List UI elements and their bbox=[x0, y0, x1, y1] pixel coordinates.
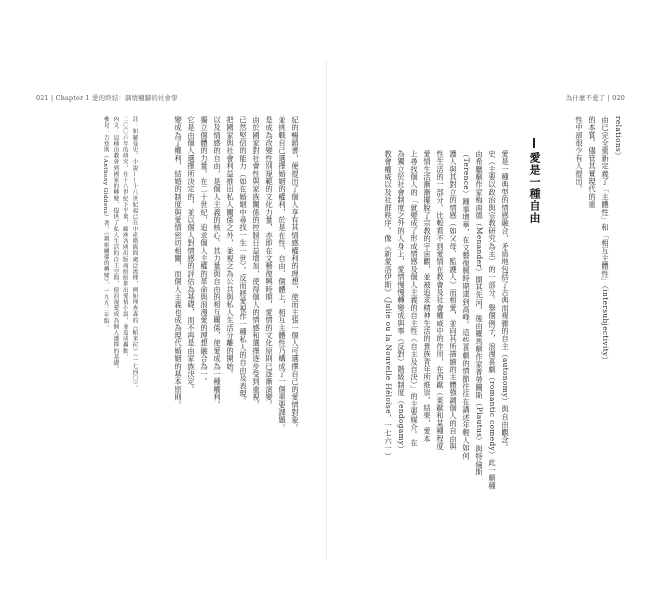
text-column: （Terence）踵事增華，在文藝復興時期達到高峰。這些喜劇的情節往往在講述年輕人如何 bbox=[462, 150, 471, 460]
text-column: 由於國家對社會性與家族關係的控制日益增加，使得個人的情感和選擇逐步受到重視。 bbox=[252, 116, 261, 409]
left-page bbox=[0, 0, 327, 609]
footnote-column: 參見：吉登斯（Anthony Giddens）著，《親密關係的轉變》，一九九二年版。 bbox=[102, 116, 109, 331]
section-marker bbox=[533, 138, 535, 148]
text-column: 由已完全重新定義了「主體性」和「相互主體性」（intersubjectivity）的本質。儘管其實現代的重 bbox=[588, 116, 610, 365]
text-column: 已然堅信的能力（如在婚姻中尋找一生一世）。反而將愛視作一種私人的自由及表現。 bbox=[239, 116, 248, 405]
text-column: 性生活的一部分。比較看不到愛情在教會及社會權威中的作用，在西歐（東歐和某種程度 bbox=[436, 150, 445, 451]
text-column: 是成為改變性別規範的文化力量，亦即在文藝復興時期，愛情的文化原則已逐漸演變。 bbox=[265, 116, 274, 409]
text-column: 並挑戰自己選擇婚姻的權利，於是在性、自由、個體上，相互主體性乃構成了一個重要課題。 bbox=[278, 116, 287, 432]
text-column: 它是由個人選擇所決定的，並以個人對情感的評估為基礎，而不再是由家族決定。 bbox=[187, 116, 196, 394]
text-column: 史（主要以政治與宗教研究為主）的一部分。舉個例子，浪漫喜劇（romantic comedy）此一劇種 bbox=[488, 150, 497, 490]
right-intro-text bbox=[565, 116, 625, 366]
left-running-header: 021 | Chapter 1 愛的終結：調情翹腳的社會學 bbox=[36, 94, 178, 102]
text-column: 紀的暢銷書，便提出了個人享有其情感權利的理想，使而主張一個人可選擇自己的愛情對象。 bbox=[291, 116, 300, 432]
section-title: 愛是一種自由 bbox=[528, 152, 541, 224]
text-column: 把國家與社會利益推出私人關係之外，並視之為公共與私人生活分離的開始。 bbox=[226, 116, 235, 378]
text-column: 變成為了權利，結婚的制度與愛情密切相關，而個人主義也成為現代婚姻的基本原則。 bbox=[174, 116, 183, 409]
left-main-text bbox=[160, 116, 302, 494]
right-main-text bbox=[372, 150, 512, 494]
footnote-column: 二〇〇六年的研究，在十八世紀下半葉，歐洲各國出版商紛紛推出愛情小說，並造成轟動。 bbox=[121, 116, 128, 360]
text-column: 愛是一種典型的情感融合，矛盾地包括了古典而複雜的自主（autonomy）與自由觀念。 bbox=[501, 150, 510, 452]
text-column: relations） bbox=[614, 116, 623, 160]
text-column: 教會權威以及社群秩序。像《新愛洛伊斯》（Julie ou la Nouvelle Héloïse，一七六一） bbox=[384, 150, 393, 461]
footnote-column: 註：如羅曼史、小說——十八世紀起已在中產階級間廣泛流傳，例如理查森的《帕米拉》（一七四〇）。 bbox=[131, 116, 137, 391]
footnote-column: 內文：這種由教會到國家的轉變，提供了私人生活的自主空間，使浪漫愛成為個人選擇的基礎。 bbox=[111, 116, 118, 373]
text-column: 以及情感的自由，是個人主義的核心。其力量與自由的相互關係，使愛成為一種權利。 bbox=[213, 116, 222, 409]
text-column: 護人與其對立的情感（如父母、監護人）而相愛，並向其所描繪的主體強調個人的自由與 bbox=[449, 150, 458, 451]
left-footnotes bbox=[34, 116, 138, 494]
text-column: 為獨立於社會制度之外的人身上，愛情慢慢轉變成與事（反對）階級制度（endogamy） bbox=[397, 150, 406, 454]
right-running-header: 為什麼不愛了 | 020 bbox=[565, 94, 625, 102]
text-column: 由希臘劇作家梅南德（Menander）開其先河，後由羅馬劇作家普勞圖斯（Plautus）與特倫斯 bbox=[475, 150, 484, 476]
text-column: 性中卻很少有人提出。 bbox=[575, 116, 584, 193]
text-column: 愛情生活漸漸擺脫了宗教的宇宙觀，並被追求精神生活的貴族青年所推崇。結果，愛本 bbox=[423, 150, 432, 443]
text-column: 獨立個體的力量。在二十世紀，追求個人主權的革命與浪漫愛的理想融合為一。 bbox=[200, 116, 209, 386]
text-column: 上尋找個人的「就變成了形成情感及個人主義的自主性（自主及自決）」的主要媒介。在 bbox=[410, 150, 419, 447]
